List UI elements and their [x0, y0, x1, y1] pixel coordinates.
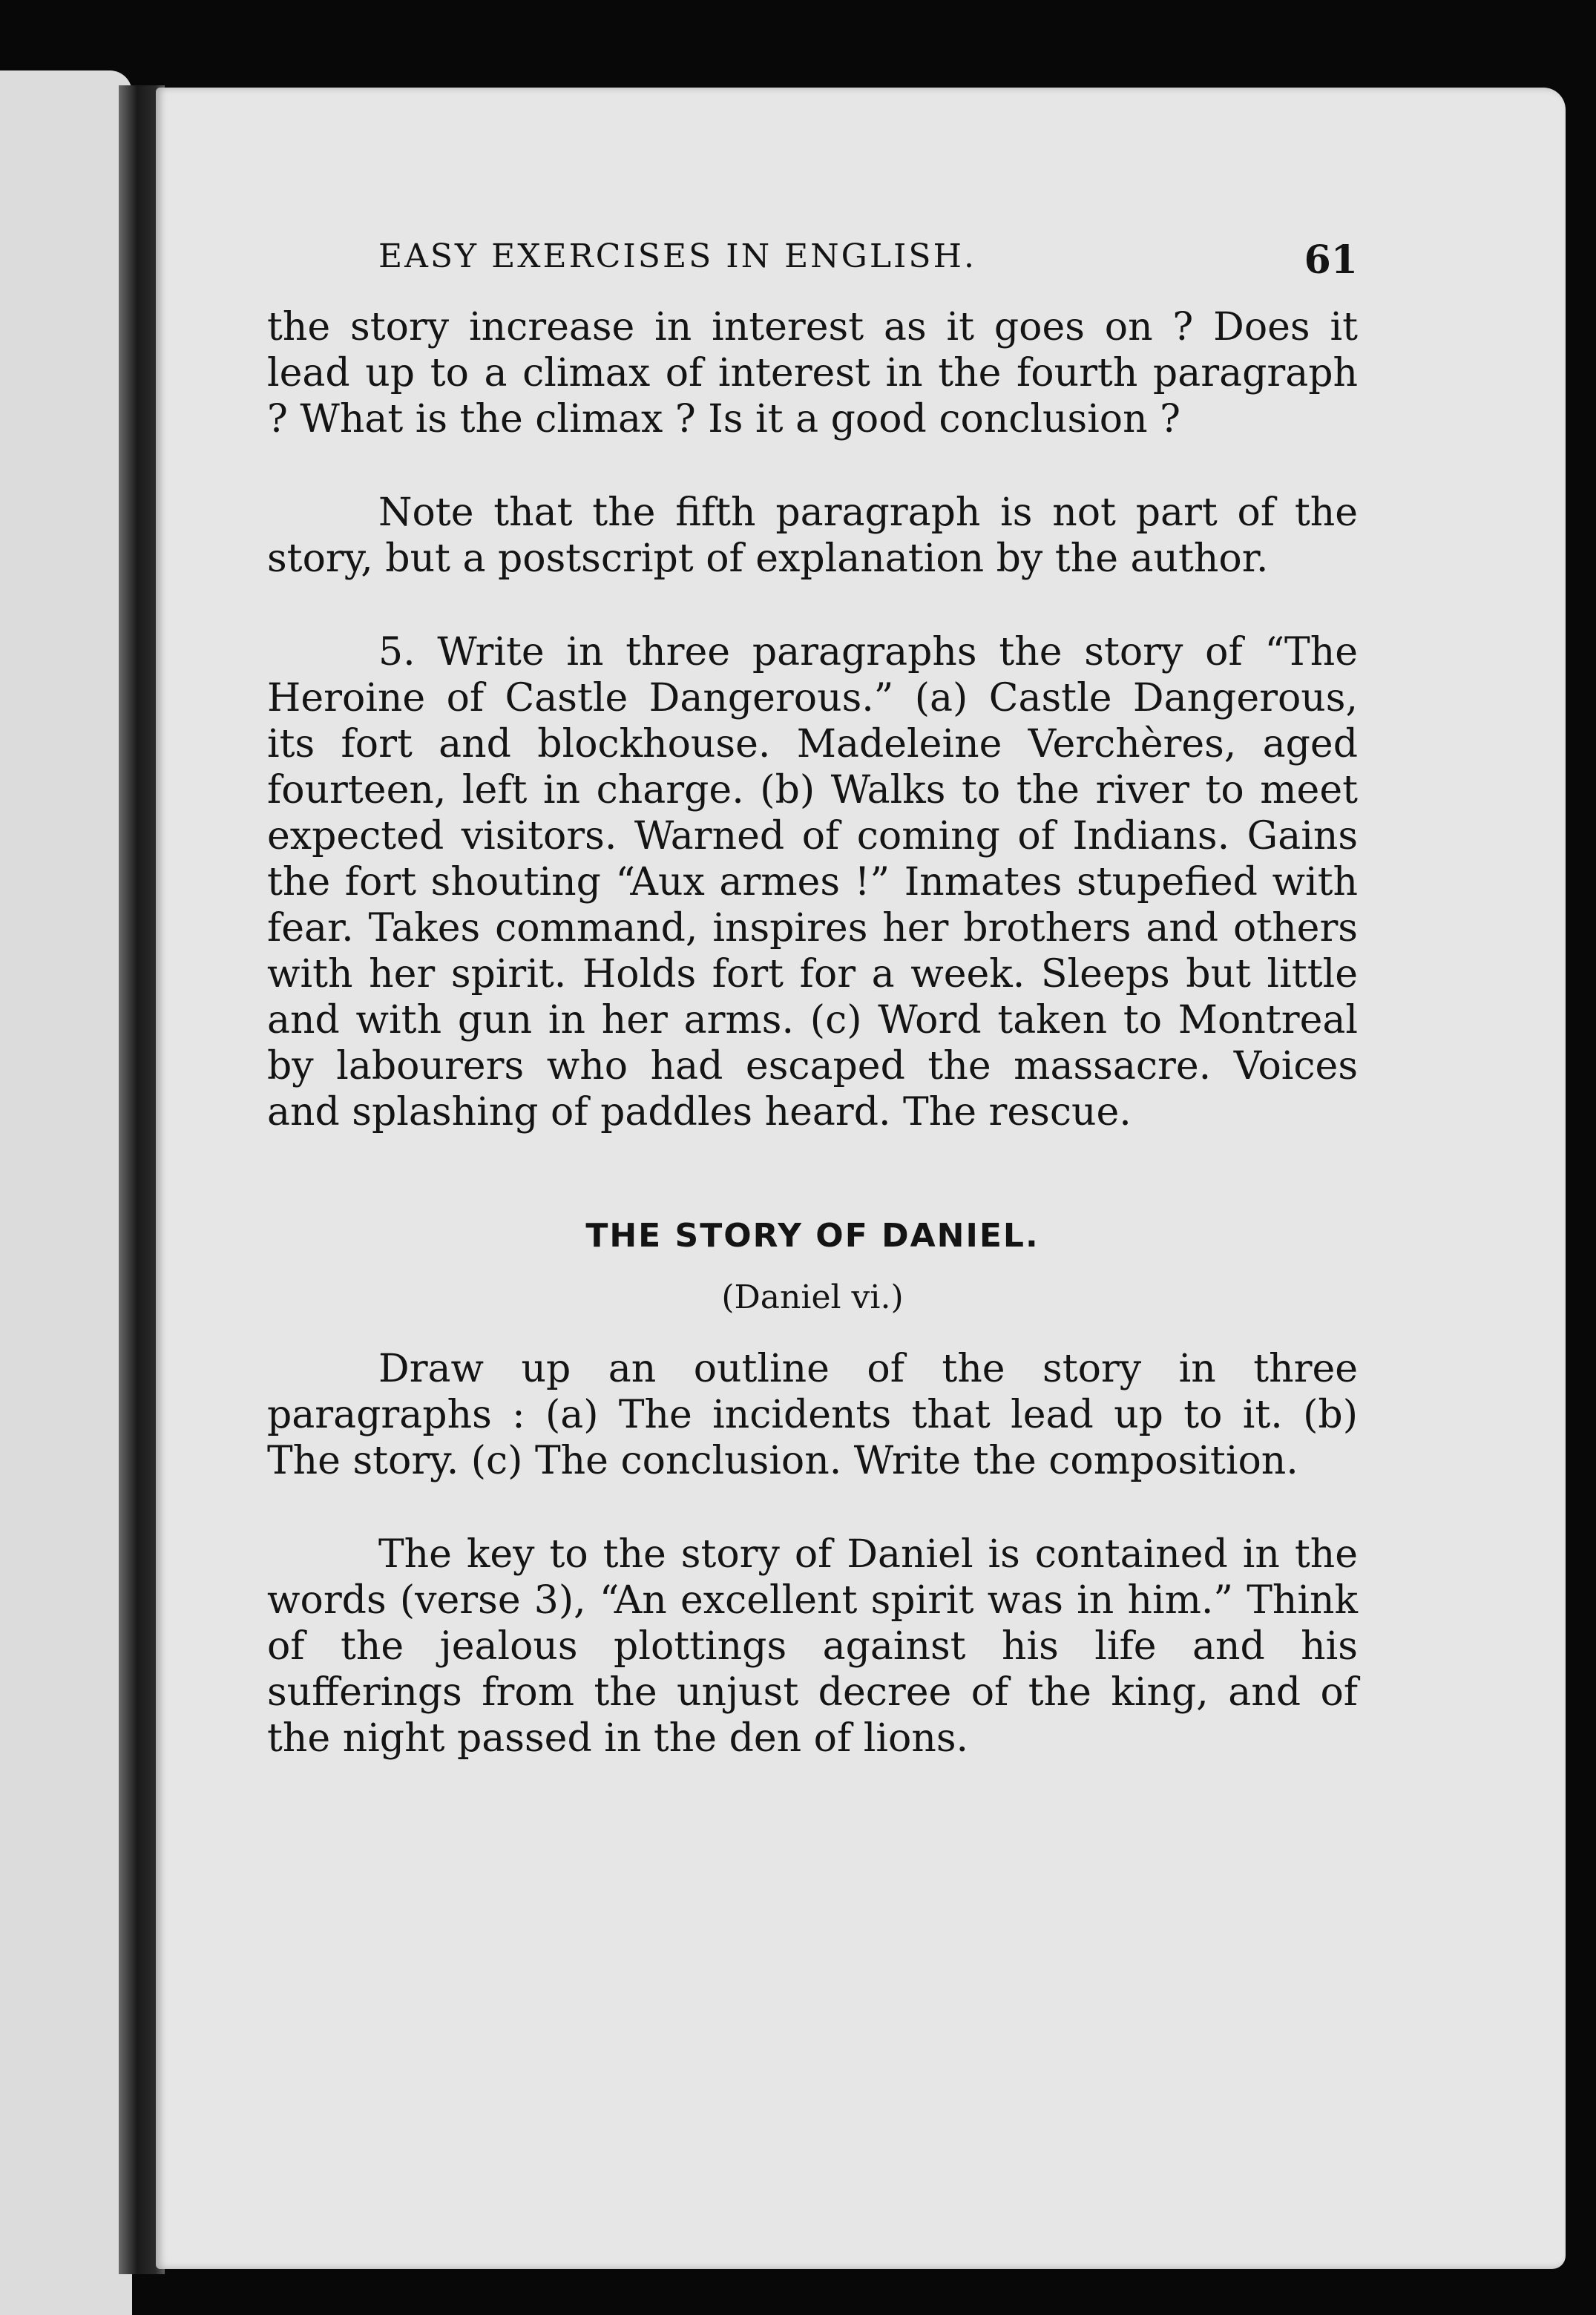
paragraph-continued: the story increase in interest as it goes on ? Does it lead up to a climax of interest in the fourth paragraph ? What is the climax ? Is it a good conclusion ? — [267, 305, 1358, 441]
page-content — [267, 237, 1358, 1809]
paragraph-exercise-5: 5. Write in three paragraphs the story of “The Heroine of Castle Dangerous.” (a) Castle Dangerous, its fort and blockhouse. Madeleine Verchères, aged fourteen, left in charge. (b) Walks to the river to meet expected visitors. Warned of coming of Indians. Gains the fort shouting “Aux armes !” Inmates stupefied with fear. Takes command, inspires her brothers and others with her spirit. Holds fort for a week. Sleeps but little and with gun in her arms. (c) Word taken to Montreal by labourers who had escaped the massacre. Voices and splashing of paddles heard. The rescue. — [267, 630, 1358, 1134]
running-head — [267, 237, 1358, 304]
paragraph-note: Note that the fifth paragraph is not part of the story, but a postscript of explanation by the author. — [267, 490, 1358, 581]
running-title: EASY EXERCISES IN ENGLISH. — [378, 237, 976, 275]
facing-page-edge — [0, 70, 132, 2315]
paragraph-key: The key to the story of Daniel is contained in the words (verse 3), “An excellent spirit was in him.” Think of the jealous plottings against his life and his sufferings from the unjust decree of the king, and of the night passed in the den of lions. — [267, 1532, 1358, 1761]
page-number: 61 — [1304, 237, 1358, 283]
paragraph-outline: Draw up an outline of the story in three paragraphs : (a) The incidents that lead up to it. (b) The story. (c) The conclusion. Write the composition. — [267, 1347, 1358, 1483]
section-reference: (Daniel vi.) — [721, 1278, 904, 1316]
section-title: THE STORY OF DANIEL. — [585, 1217, 1040, 1255]
